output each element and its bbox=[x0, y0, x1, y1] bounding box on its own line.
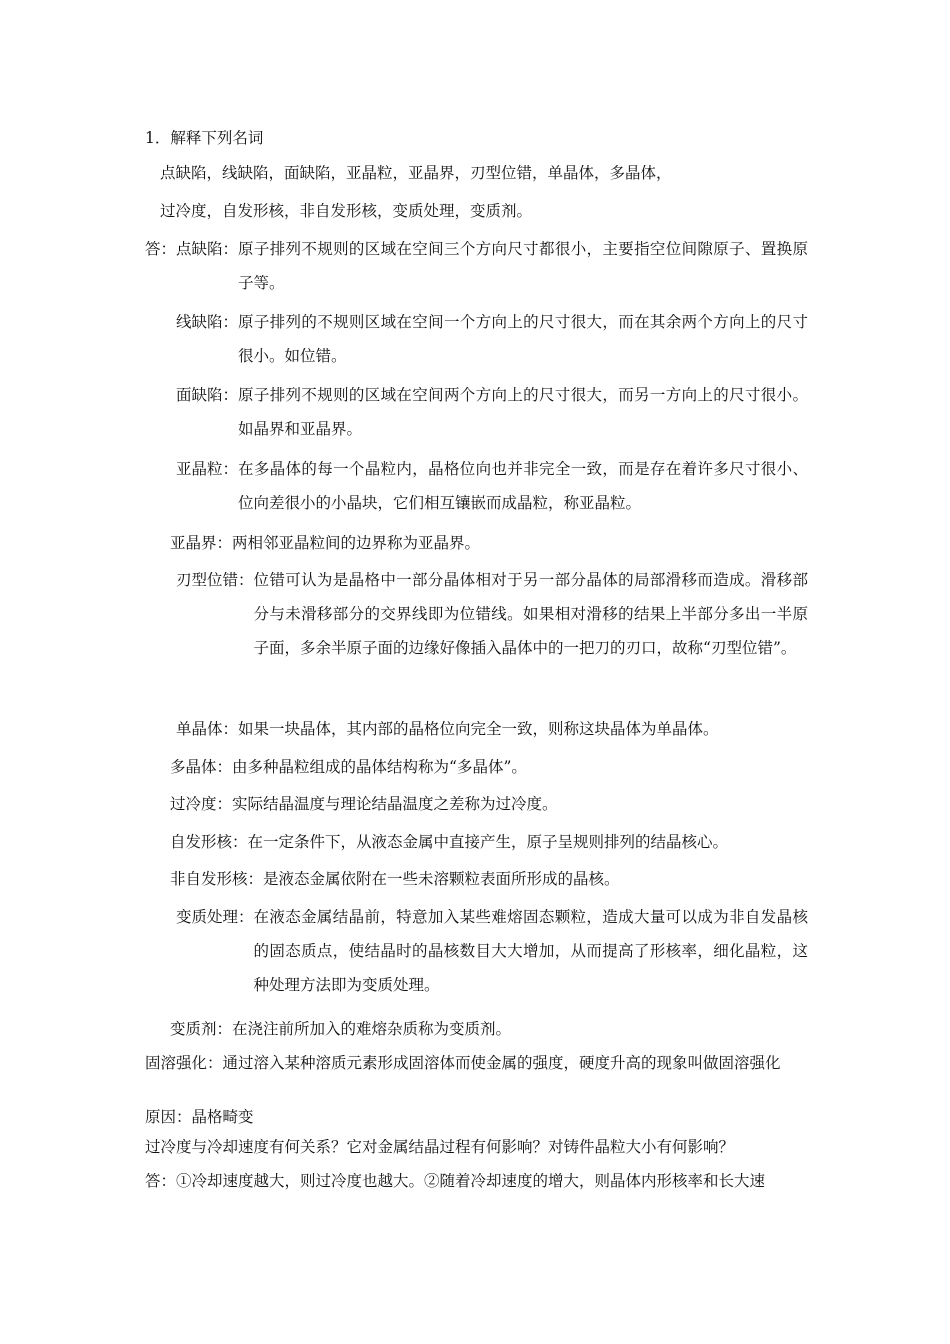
definition-text: 由多种晶粒组成的晶体结构称为“多晶体”。 bbox=[232, 758, 527, 776]
definition-term: 线缺陷： bbox=[176, 313, 239, 331]
definition-term: 点缺陷： bbox=[176, 240, 239, 258]
definition-text: 在液态金属结晶前，特意加入某些难熔固态颗粒，造成大量可以成为非自发晶核的固态质点，使结晶时的晶核数目大大增加，从而提高了形核率，细化晶粒，这种处理方法即为变质处理。 bbox=[253, 908, 808, 994]
definition-undercooling bbox=[170, 787, 808, 821]
definition-term: 变质处理： bbox=[176, 908, 254, 926]
definition-point-defect bbox=[145, 232, 808, 300]
definition-term: 刃型位错： bbox=[176, 571, 254, 589]
definition-text: 位错可认为是晶格中一部分晶体相对于另一部分晶体的局部滑移而造成。滑移部分与未滑移部分的交界线即为位错线。如果相对滑移的结果上半部分多出一半原子面，多余半原子面的边缘好像插入晶体中的一把刀的刃口，故称“刃型位错”。 bbox=[253, 571, 808, 657]
definition-term: 非自发形核： bbox=[170, 870, 264, 888]
answer-prefix: 答： bbox=[145, 240, 177, 258]
definition-text: 是液态金属依附在一些未溶颗粒表面所形成的晶核。 bbox=[263, 870, 620, 888]
definition-subgrain bbox=[176, 452, 808, 520]
terms-line-2: 过冷度，自发形核，非自发形核，变质处理，变质剂。 bbox=[160, 202, 533, 220]
definition-subgrain-boundary bbox=[170, 526, 808, 560]
definition-single-crystal bbox=[176, 712, 808, 746]
definition-term: 过冷度： bbox=[170, 795, 233, 813]
definition-text: 实际结晶温度与理论结晶温度之差称为过冷度。 bbox=[232, 795, 558, 813]
definition-edge-dislocation bbox=[176, 563, 808, 665]
terms-line-1: 点缺陷，线缺陷，面缺陷，亚晶粒，亚晶界，刃型位错，单晶体，多晶体， bbox=[160, 164, 672, 182]
definition-term: 自发形核： bbox=[170, 833, 248, 851]
definition-text: 如果一块晶体，其内部的晶格位向完全一致，则称这块晶体为单晶体。 bbox=[238, 720, 719, 738]
question-2-answer: 答：①冷却速度越大，则过冷度也越大。②随着冷却速度的增大，则晶体内形核率和长大速 bbox=[145, 1172, 766, 1190]
definition-term: 面缺陷： bbox=[176, 386, 239, 404]
definition-modification-treatment bbox=[176, 900, 808, 1002]
definition-line-defect bbox=[176, 305, 808, 373]
definition-text: 在一定条件下，从液态金属中直接产生，原子呈规则排列的结晶核心。 bbox=[247, 833, 729, 851]
solid-solution-reason: 原因：晶格畸变 bbox=[145, 1108, 254, 1126]
definition-term: 亚晶粒： bbox=[176, 460, 239, 478]
definition-text: 在多晶体的每一个晶粒内，晶格位向也并非完全一致，而是存在着许多尺寸很小、位向差很小的小晶块，它们相互镶嵌而成晶粒，称亚晶粒。 bbox=[238, 460, 808, 512]
definition-polycrystal bbox=[170, 750, 808, 784]
definition-surface-defect bbox=[176, 378, 808, 446]
definition-term: 变质剂： bbox=[170, 1020, 233, 1038]
definition-modifier bbox=[170, 1012, 808, 1046]
definition-term: 亚晶界： bbox=[170, 534, 233, 552]
definition-term: 单晶体： bbox=[176, 720, 239, 738]
definition-text: 两相邻亚晶粒间的边界称为亚晶界。 bbox=[232, 534, 481, 552]
definition-text: 原子排列不规则的区域在空间三个方向尺寸都很小，主要指空位间隙原子、置换原子等。 bbox=[238, 240, 808, 292]
definition-text: 原子排列不规则的区域在空间两个方向上的尺寸很大，而另一方向上的尺寸很小。如晶界和亚晶界。 bbox=[238, 386, 808, 438]
definition-text: 原子排列的不规则区域在空间一个方向上的尺寸很大，而在其余两个方向上的尺寸很小。如位错。 bbox=[238, 313, 808, 365]
definition-homogeneous-nucleation bbox=[170, 825, 808, 859]
definition-text: 在浇注前所加入的难熔杂质称为变质剂。 bbox=[232, 1020, 512, 1038]
definition-heterogeneous-nucleation bbox=[170, 862, 808, 896]
question-2: 过冷度与冷却速度有何关系？它对金属结晶过程有何影响？对铸件晶粒大小有何影响？ bbox=[145, 1138, 735, 1156]
question-1-title: 1．解释下列名词 bbox=[145, 129, 264, 147]
solid-solution-strengthening: 固溶强化：通过溶入某种溶质元素形成固溶体而使金属的强度，硬度升高的现象叫做固溶强化 bbox=[145, 1054, 781, 1072]
definition-term: 多晶体： bbox=[170, 758, 233, 776]
